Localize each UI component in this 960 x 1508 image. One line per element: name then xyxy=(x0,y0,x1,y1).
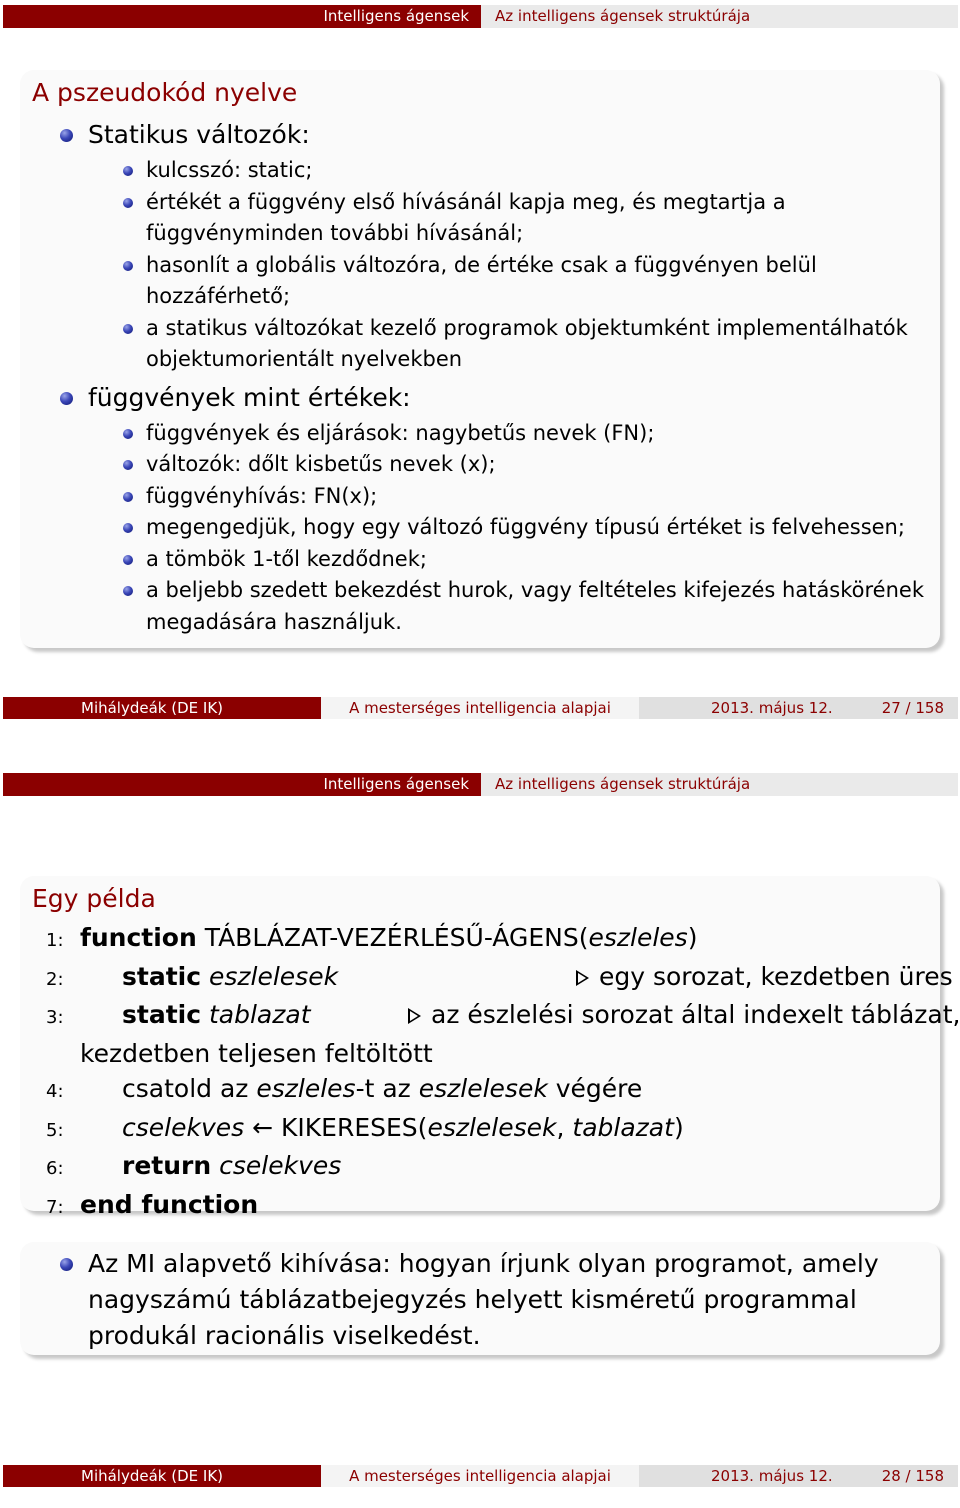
footer-title: A mesterséges intelligencia alapjai xyxy=(321,1465,639,1487)
sub-bullet-icon xyxy=(123,261,133,271)
header-bar xyxy=(3,773,958,796)
note-text: Az MI alapvető kihívása: hogyan írjunk olyan programot, amely nagyszámú táblázatbejegyzés helyett kisméretű programmal produkál racionális viselkedést. xyxy=(88,1249,879,1350)
header-subsection[interactable]: Az intelligens ágensek struktúrája xyxy=(481,773,958,796)
sub-item: hasonlít a globális változóra, de értéke csak a függvényen belül hozzáférhető; xyxy=(20,250,940,313)
list-item xyxy=(20,380,940,639)
sub-item: megengedjük, hogy egy változó függvény típusú értéket is felvehessen; xyxy=(20,512,940,544)
sub-item: függvényhívás: FN(x); xyxy=(20,481,940,513)
sub-item: a tömbök 1-től kezdődnek; xyxy=(20,544,940,576)
item-text: függvények mint értékek: xyxy=(88,382,411,412)
header-bar xyxy=(3,5,958,28)
algo-line: 4: csatold az eszleles-t az eszlelesek végére xyxy=(46,1074,643,1103)
left-arrow-icon: ← xyxy=(252,1112,274,1142)
sub-item: kulcsszó: static; xyxy=(20,155,940,187)
footer-page: 27 / 158 xyxy=(881,699,944,717)
pseudocode-block xyxy=(20,70,940,648)
header-subsection[interactable]: Az intelligens ágensek struktúrája xyxy=(481,5,958,28)
example-block xyxy=(20,876,960,1219)
main-list xyxy=(20,117,940,638)
sub-item: értékét a függvény első hívásánál kapja meg, és megtartja a függvényminden további hívásánál; xyxy=(20,187,940,250)
footer-date-page xyxy=(639,697,958,719)
bullet-icon xyxy=(60,1258,73,1271)
note-block xyxy=(20,1242,940,1355)
note-list xyxy=(20,1242,940,1354)
sub-bullet-icon xyxy=(123,523,133,533)
comment-triangle-icon xyxy=(408,1008,421,1024)
sub-bullet-icon xyxy=(123,429,133,439)
algo-line-continuation: kezdetben teljesen feltöltött xyxy=(80,1038,433,1068)
footer-author: Mihálydeák (DE IK) xyxy=(3,1465,321,1487)
block-title: A pszeudokód nyelve xyxy=(32,78,298,107)
header-section[interactable]: Intelligens ágensek xyxy=(3,5,481,28)
sub-item: a beljebb szedett bekezdést hurok, vagy feltételes kifejezés hatáskörének megadására használjuk. xyxy=(20,575,940,638)
comment-triangle-icon xyxy=(576,970,589,986)
sub-bullet-icon xyxy=(123,324,133,334)
sub-bullet-icon xyxy=(123,586,133,596)
sub-list xyxy=(88,418,940,639)
sub-bullet-icon xyxy=(123,460,133,470)
footer-date: 2013. május 12. xyxy=(711,699,833,717)
algo-line: 3: static tablazat az észlelési sorozat által indexelt táblázat, xyxy=(46,997,928,1036)
algo-line: 7: end function xyxy=(46,1189,259,1219)
sub-item: változók: dőlt kisbetűs nevek (x); xyxy=(20,449,940,481)
footer-title: A mesterséges intelligencia alapjai xyxy=(321,697,639,719)
footer-date-page xyxy=(639,1465,958,1487)
footer-bar xyxy=(3,697,958,719)
sub-item: függvények és eljárások: nagybetűs nevek (FN); xyxy=(20,418,940,450)
sub-bullet-icon xyxy=(123,555,133,565)
algo-line: 1: function TÁBLÁZAT-VEZÉRLÉSŰ-ÁGENS(eszleles) xyxy=(46,923,698,952)
footer-date: 2013. május 12. xyxy=(711,1467,833,1485)
slide-27 xyxy=(0,0,960,740)
sub-list xyxy=(88,155,940,376)
header-section[interactable]: Intelligens ágensek xyxy=(3,773,481,796)
sub-bullet-icon xyxy=(123,198,133,208)
bullet-icon xyxy=(60,392,73,405)
slide-28 xyxy=(0,768,960,1508)
sub-bullet-icon xyxy=(123,492,133,502)
item-text: Statikus változók: xyxy=(88,120,310,149)
bullet-icon xyxy=(60,129,73,142)
comment: az észlelési sorozat által indexelt táblázat, xyxy=(408,997,960,1033)
algo-line: 6: return cselekves xyxy=(46,1151,342,1180)
list-item xyxy=(20,117,940,376)
sub-item: a statikus változókat kezelő programok objektumként implementálhatók objektumorientált nyelvekben xyxy=(20,313,940,376)
footer-author: Mihálydeák (DE IK) xyxy=(3,697,321,719)
sub-bullet-icon xyxy=(123,166,133,176)
algo-line: 2: static eszlelesek egy sorozat, kezdetben üres xyxy=(46,959,928,998)
footer-bar xyxy=(3,1465,958,1487)
algorithm xyxy=(20,916,960,1231)
algo-line: 5: cselekves ← KIKERESES(eszlelesek, tablazat) xyxy=(46,1112,684,1142)
footer-page: 28 / 158 xyxy=(881,1467,944,1485)
block-title: Egy példa xyxy=(32,884,156,913)
list-item xyxy=(20,1246,920,1354)
comment: egy sorozat, kezdetben üres xyxy=(576,959,953,995)
